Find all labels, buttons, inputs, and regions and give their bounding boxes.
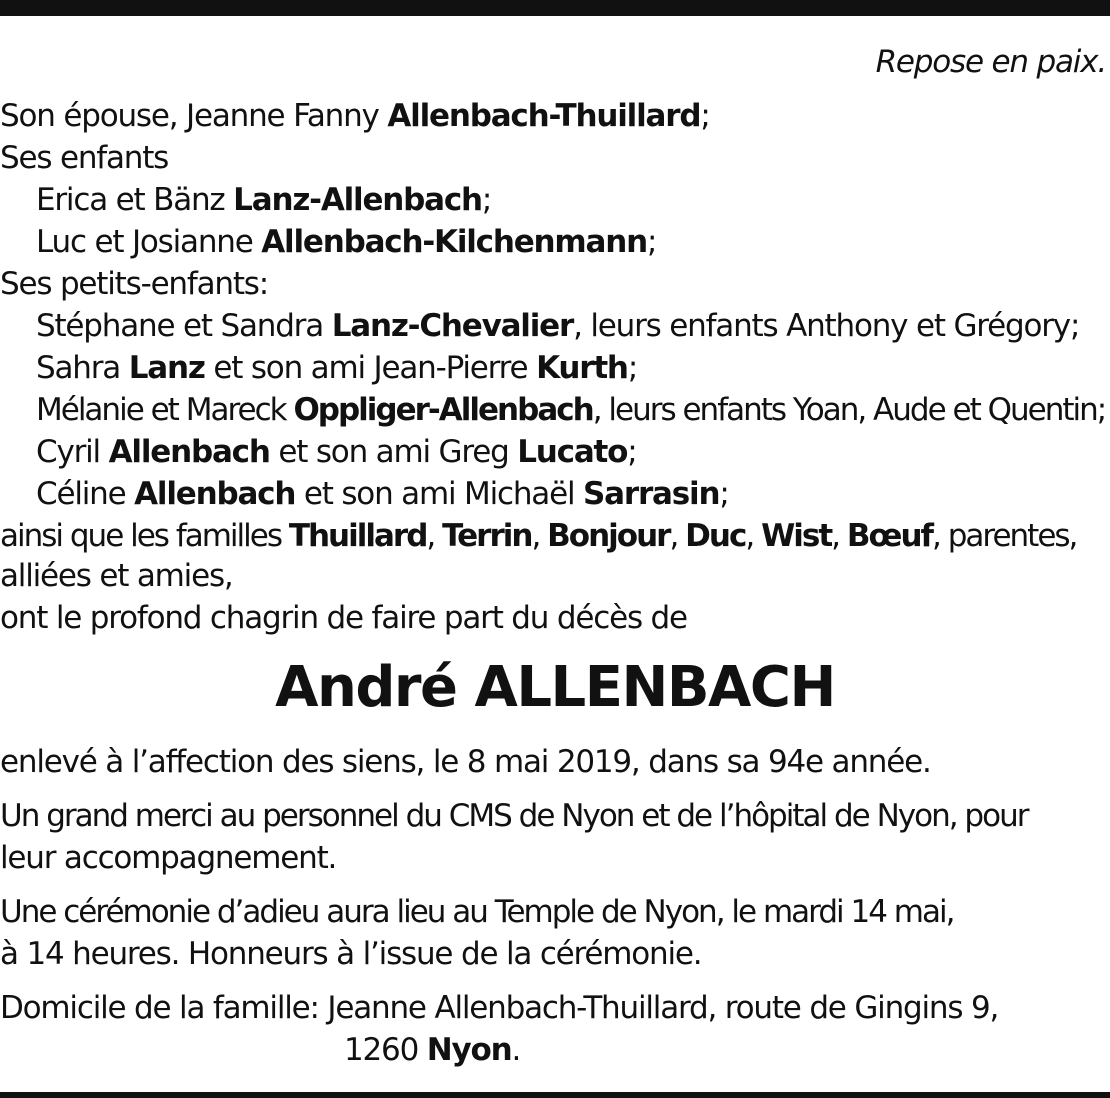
child-1-name: Lanz-Allenbach: [233, 182, 482, 218]
grandchild-5-name: Allenbach: [134, 476, 296, 512]
deceased-name: André ALLENBACH: [275, 655, 835, 720]
address-city: Nyon: [426, 1032, 512, 1068]
child-1-end: ;: [481, 182, 492, 218]
families-separator: ,: [745, 518, 762, 554]
family-name: Thuillard: [288, 518, 427, 554]
grandchild-2-name: Lanz: [128, 350, 205, 386]
grandchild-4-name2: Lucato: [517, 434, 628, 470]
grandchild-line-5: [36, 474, 729, 514]
bottom-rule: [0, 1092, 1110, 1098]
families-separator: ,: [426, 518, 443, 554]
families-suffix: , parentes,: [932, 518, 1077, 554]
grandchild-line-2: [36, 348, 637, 388]
families-separator: ,: [831, 518, 847, 554]
families-separator: ,: [531, 518, 548, 554]
grandchild-2-end: ;: [627, 350, 638, 386]
child-line-1: [36, 180, 491, 220]
spouse-end: ;: [700, 98, 710, 134]
thanks-line-1: Un grand merci au personnel du CMS de Nyon et de l’hôpital de Nyon, pour: [0, 798, 1028, 834]
grandchild-3-suffix: , leurs enfants Yoan, Aude et Quentin;: [592, 392, 1106, 428]
grandchild-5-end: ;: [719, 476, 729, 512]
spouse-prefix: Son épouse, Jeanne Fanny: [0, 98, 388, 134]
top-rule: [0, 0, 1110, 16]
families-prefix: ainsi que les familles: [0, 518, 289, 554]
grandchild-3-prefix: Mélanie et Mareck: [36, 392, 294, 428]
child-2-name: Allenbach-Kilchenmann: [261, 224, 647, 260]
grandchild-1-prefix: Stéphane et Sandra: [36, 308, 332, 344]
announcement: ont le profond chagrin de faire part du décès de: [0, 600, 687, 636]
grandchild-4-prefix: Cyril: [36, 434, 109, 470]
grandchildren-heading: Ses petits-enfants:: [0, 266, 268, 302]
child-2-end: ;: [646, 224, 657, 260]
spouse-name: Allenbach-Thuillard: [387, 98, 701, 134]
grandchild-4-end: ;: [627, 434, 637, 470]
grandchild-3-name: Oppliger-Allenbach: [293, 392, 593, 428]
grandchild-5-name2: Sarrasin: [583, 476, 720, 512]
spouse-line: [0, 96, 710, 136]
family-name: Wist: [761, 518, 832, 554]
child-2-prefix: Luc et Josianne: [36, 224, 262, 260]
grandchild-4-name: Allenbach: [108, 434, 270, 470]
address-line-2: [344, 1030, 520, 1070]
address-end: .: [511, 1032, 521, 1068]
grandchild-1-name: Lanz-Chevalier: [331, 308, 574, 344]
grandchild-line-3: [36, 390, 1105, 430]
ceremony-line-1: Une cérémonie d’adieu aura lieu au Temple de Nyon, le mardi 14 mai,: [0, 894, 954, 930]
death-info: enlevé à l’affection des siens, le 8 mai 2019, dans sa 94e année.: [0, 744, 931, 780]
grandchild-5-prefix: Céline: [36, 476, 135, 512]
grandchild-4-mid: et son ami Greg: [269, 434, 518, 470]
families-line: [0, 516, 1076, 556]
grandchild-2-prefix: Sahra: [36, 350, 129, 386]
grandchild-2-mid: et son ami Jean-Pierre: [204, 350, 537, 386]
children-heading: Ses enfants: [0, 140, 169, 176]
grandchild-2-name2: Kurth: [536, 350, 628, 386]
family-name: Bonjour: [547, 518, 670, 554]
families-line-2: alliées et amies,: [0, 558, 233, 594]
grandchild-1-suffix: , leurs enfants Anthony et Grégory;: [573, 308, 1080, 344]
epigraph: Repose en paix.: [875, 44, 1106, 80]
family-name: Terrin: [442, 518, 532, 554]
ceremony-line-2: à 14 heures. Honneurs à l’issue de la cérémonie.: [0, 936, 702, 972]
grandchild-line-1: [36, 306, 1079, 346]
families-separator: ,: [669, 518, 686, 554]
family-name: Duc: [685, 518, 746, 554]
address-line-1: Domicile de la famille: Jeanne Allenbach-Thuillard, route de Gingins 9,: [0, 990, 999, 1026]
thanks-line-2: leur accompagnement.: [0, 840, 337, 876]
child-1-prefix: Erica et Bänz: [36, 182, 234, 218]
family-name: Bœuf: [846, 518, 932, 554]
grandchild-line-4: [36, 432, 637, 472]
grandchild-5-mid: et son ami Michaël: [295, 476, 584, 512]
child-line-2: [36, 222, 656, 262]
address-postcode: 1260: [344, 1032, 427, 1068]
